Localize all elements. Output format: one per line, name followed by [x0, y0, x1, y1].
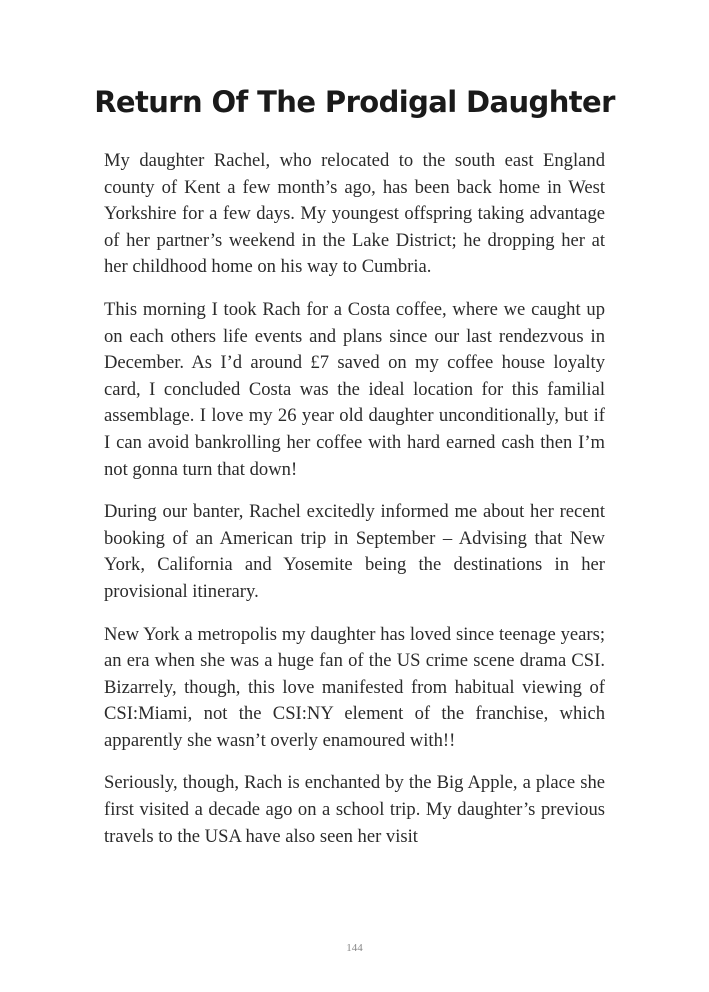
paragraph: My daughter Rachel, who relocated to the south east England county of Kent a few month’s ago, has been back home in West Yorkshire for a few days. My youngest offspring taking advantage of her partner’s weekend in the Lake District; he dropping her at her childhood home on his way to Cumbria. — [104, 150, 605, 278]
body-text — [104, 148, 605, 866]
paragraph: New York a metropolis my daughter has loved since teenage years; an era when she was a huge fan of the US crime scene drama CSI. Bizarrely, though, this love manifested from habitual viewing of CSI:Miami, not the CSI:NY element of the franchise, which apparently she wasn’t overly enamoured with!! — [104, 623, 605, 751]
chapter-title: Return Of The Prodigal Daughter — [94, 85, 615, 119]
paragraph: Seriously, though, Rach is enchanted by the Big Apple, a place she first visited a decade ago on a school trip. My daughter’s previous travels to the USA have also seen her visit — [104, 772, 605, 847]
paragraph: This morning I took Rach for a Costa coffee, where we caught up on each others life events and plans since our last rendezvous in December. As I’d around £7 saved on my coffee house loyalty card, I concluded Costa was the ideal location for this familial assemblage. I love my 26 year old daughter unconditionally, but if I can avoid bankrolling her coffee with hard earned cash then I’m not gonna turn that down! — [104, 298, 605, 480]
page-number: 144 — [346, 942, 363, 954]
paragraph: During our banter, Rachel excitedly informed me about her recent booking of an American trip in September – Advising that New York, California and Yosemite being the destinations in her provisional itinerary. — [104, 501, 605, 602]
